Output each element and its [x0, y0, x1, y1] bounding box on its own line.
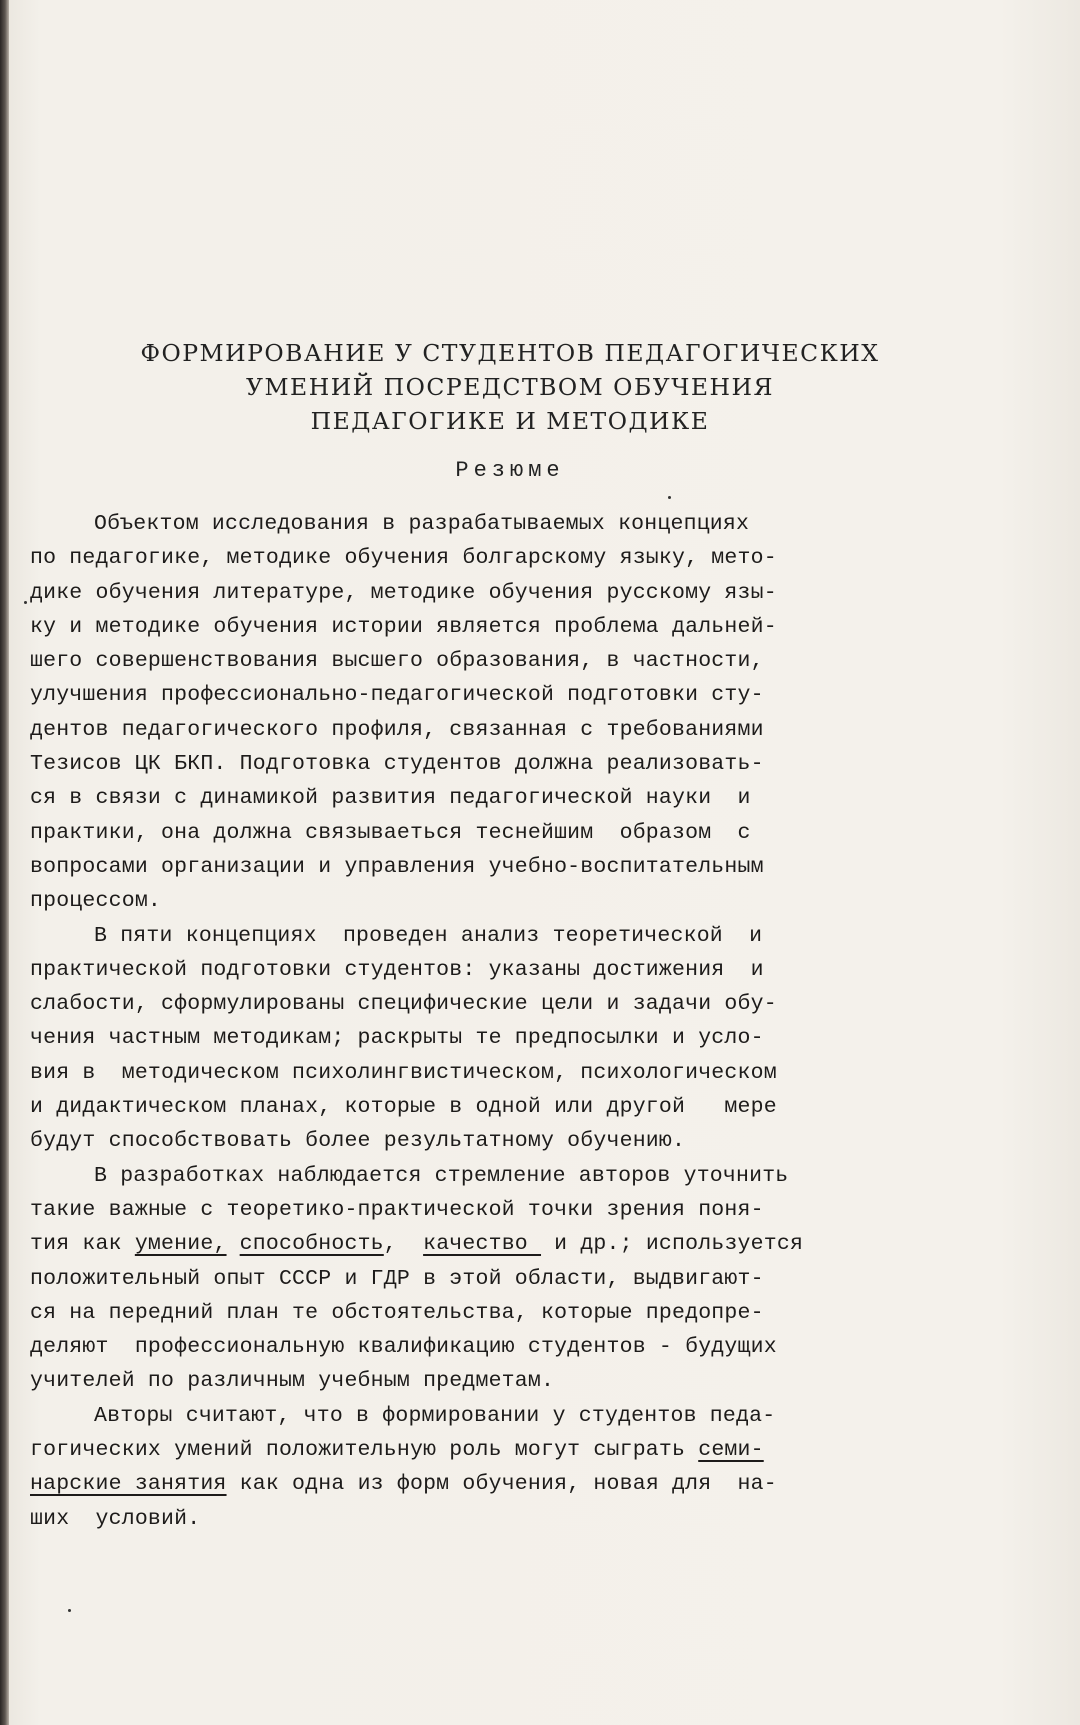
text-line: и дидактическом планах, которые в одной или другой мере: [30, 1095, 777, 1120]
paragraph-2-line-1: В пяти концепциях проведен анализ теоретической и: [94, 923, 763, 948]
underlined-term-sposobnost: способность: [239, 1232, 384, 1257]
text-line-with-underline: [30, 1433, 1040, 1467]
text-span: гогических умений положительную роль могут сыграть: [30, 1438, 699, 1463]
paragraph-3-line-1: В разработках наблюдается стремление авторов уточнить: [94, 1163, 789, 1188]
underlined-term-seminarskie-zanyatiya: нарские занятия: [30, 1472, 227, 1497]
text-line: ся на передний план те обстоятельства, которые предопре-: [30, 1300, 764, 1325]
text-line: вопросами организации и управления учебно-воспитательным: [30, 854, 764, 879]
text-line: положительный опыт СССР и ГДР в этой области, выдвигают-: [30, 1266, 764, 1291]
text-line: Тезисов ЦК БКП. Подготовка студентов должна реализовать-: [30, 752, 764, 777]
text-line: учителей по различным учебным предметам.: [30, 1369, 555, 1394]
text-span: [227, 1232, 240, 1256]
text-line: ших условий.: [30, 1506, 201, 1531]
resume-heading: Резюме: [455, 458, 565, 483]
text-line: такие важные с теоретико-практической точки зрения поня-: [30, 1197, 764, 1222]
paragraph-1-line-1: Объектом исследования в разрабатываемых концепциях: [94, 512, 750, 536]
body-text: [30, 507, 1040, 1536]
text-line: ся в связи с динамикой развития педагогической науки и: [30, 786, 751, 811]
text-line: вия в методическом психолингвистическом, психологическом: [30, 1060, 777, 1085]
text-line: по педагогике, методике обучения болгарскому языку, мето-: [30, 546, 777, 571]
text-line: ку и методике обучения истории является проблема дальней-: [30, 614, 777, 639]
text-line: практической подготовки студентов: указаны достижения и: [30, 957, 764, 982]
book-spine-edge: [0, 0, 9, 1725]
text-line: улучшения профессионально-педагогической подготовки сту-: [30, 683, 764, 708]
underlined-term-semi: семи-: [698, 1438, 764, 1463]
text-line: чения частным методикам; раскрыты те предпосылки и усло-: [30, 1026, 764, 1051]
text-line: дентов педагогического профиля, связанная с требованиями: [30, 717, 764, 742]
document-title: [0, 336, 1020, 438]
text-span: и др.; используется: [541, 1232, 804, 1257]
ink-speck: [68, 1609, 71, 1612]
text-span: тия как: [30, 1232, 135, 1257]
text-span: Авторы считают, что в формировании у студентов педа-: [94, 1403, 776, 1428]
text-line: деляют профессиональную квалификацию студентов - будущих: [30, 1335, 777, 1360]
text-span: ,: [383, 1232, 424, 1257]
text-line-with-underlines: [30, 1227, 1040, 1261]
text-line: практики, она должна связываеться теснейшим образом с: [30, 820, 751, 845]
ink-speck: [24, 601, 27, 604]
title-line-1: ФОРМИРОВАНИЕ У СТУДЕНТОВ ПЕДАГОГИЧЕСКИХ: [140, 339, 880, 367]
underlined-term-umenie: умение,: [134, 1232, 227, 1257]
text-line: будут способствовать более результатному обучению.: [30, 1129, 686, 1154]
underlined-term-kachestvo: качество: [423, 1232, 542, 1257]
text-line: шего совершенствования высшего образования, в частности,: [30, 649, 764, 674]
title-line-3: ПЕДАГОГИКЕ И МЕТОДИКЕ: [310, 407, 710, 435]
paragraph-4-line-1: [30, 1399, 1040, 1433]
text-line-with-underline: [30, 1467, 1040, 1501]
text-line: дике обучения литературе, методике обучения русскому язы-: [30, 580, 777, 605]
text-line: процессом.: [30, 889, 162, 914]
text-span: как одна из форм обучения, новая для на-: [226, 1472, 777, 1497]
text-line: слабости, сформулированы специфические цели и задачи обу-: [30, 992, 777, 1017]
ink-speck: [668, 496, 671, 499]
title-line-2: УМЕНИЙ ПОСРЕДСТВОМ ОБУЧЕНИЯ: [246, 373, 774, 401]
